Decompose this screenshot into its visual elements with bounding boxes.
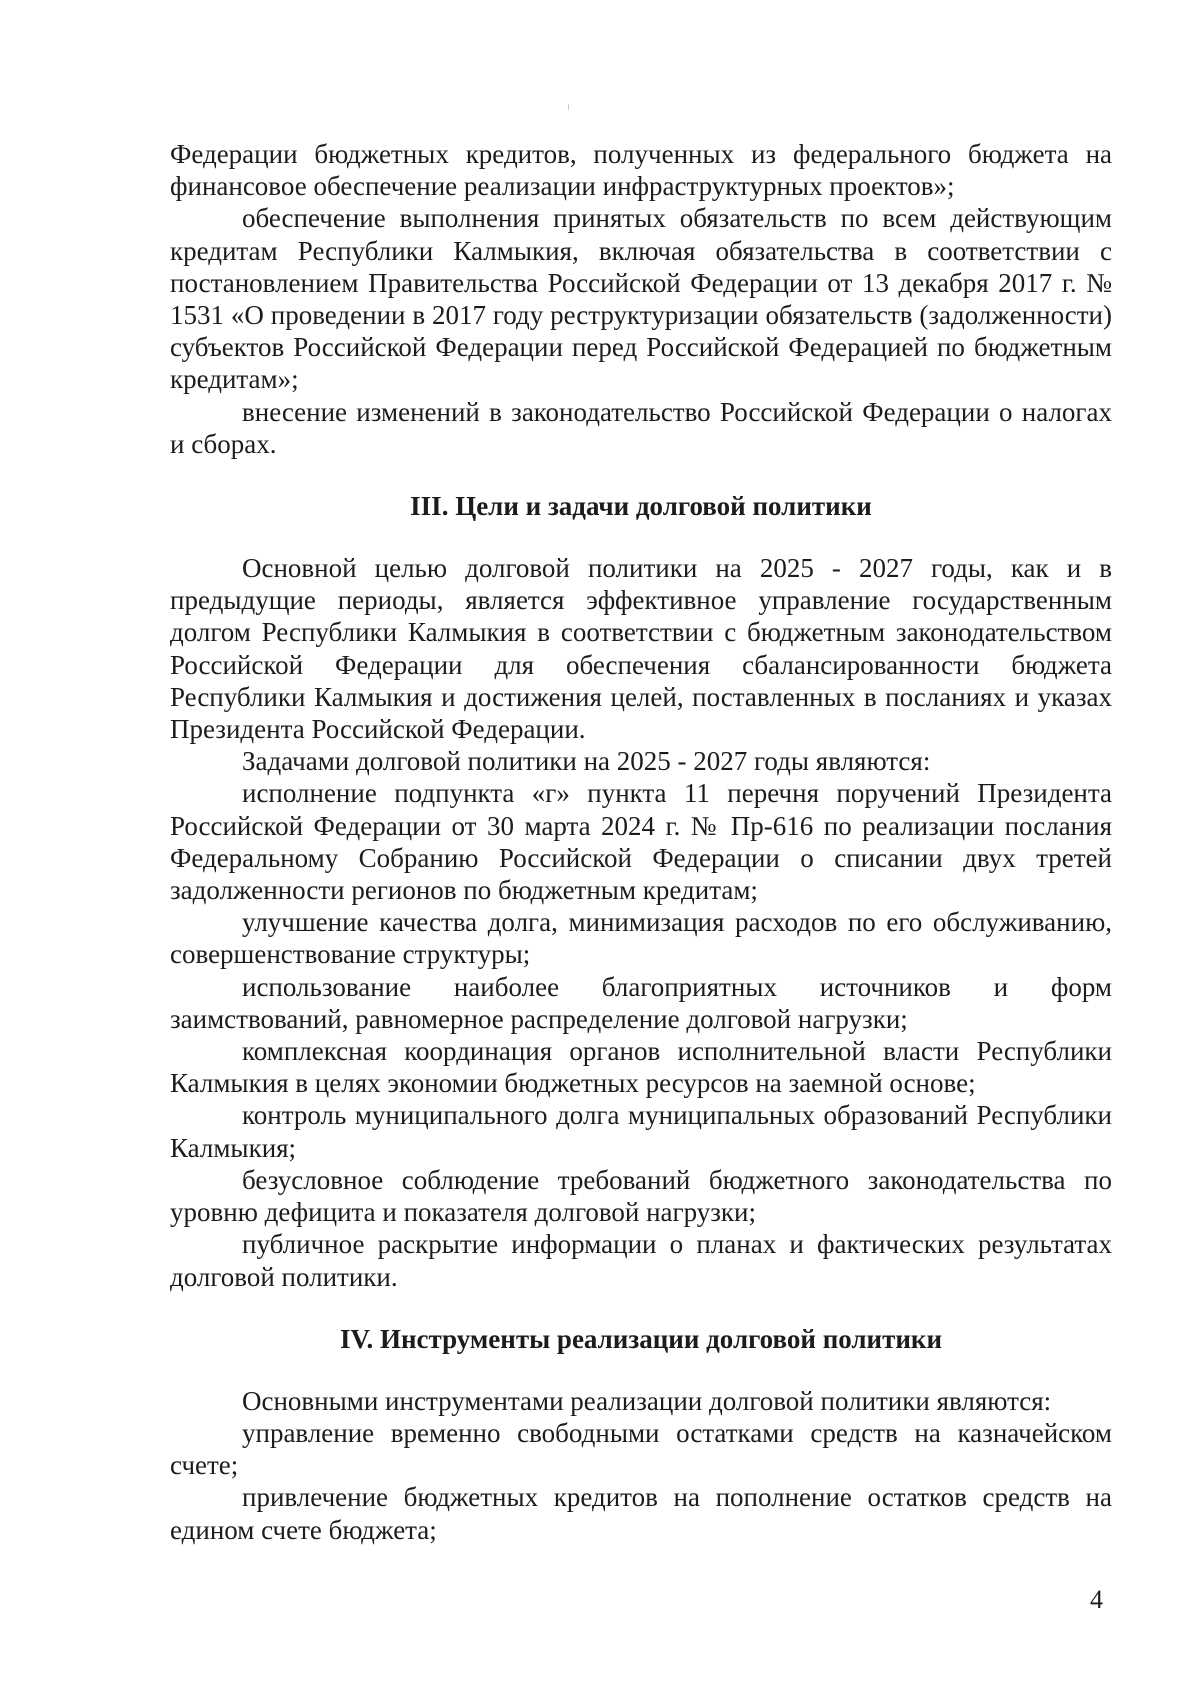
paragraph-continued: Федерации бюджетных кредитов, полученных из федерального бюджета на финансовое обеспечение реализации инфраструктурных проектов»; [170,139,1112,202]
paragraph-main-goal: Основной целью долговой политики на 2025 - 2027 годы, как и в предыдущие периоды, является эффективное управление государственным долгом Республики Калмыкия в соответствии с бюджетным законодательством Российской Федерации для обеспечения сбалансированности бюджета Республики Калмыкия и достижения целей, поставленных в посланиях и указах Президента Российской Федерации. [170,553,1112,745]
list-item-task-7: публичное раскрытие информации о планах и фактических результатах долговой политики. [170,1229,1112,1292]
section-heading-goals: III. Цели и задачи долговой политики [410,491,872,522]
list-item-instrument-2: привлечение бюджетных кредитов на пополнение остатков средств на едином счете бюджета; [170,1482,1112,1545]
paragraph-tax-changes: внесение изменений в законодательство Российской Федерации о налогах и сборах. [170,396,1112,459]
paragraph-tasks-intro: Задачами долговой политики на 2025 - 2027 годы являются: [242,746,931,777]
paragraph-instruments-intro: Основными инструментами реализации долговой политики являются: [242,1385,1052,1416]
section-instruments-body [170,1385,1112,1546]
document-page [170,138,1112,1546]
list-item-task-1: исполнение подпункта «г» пункта 11 перечня поручений Президента Российской Федерации от 30 марта 2024 г. № Пр-616 по реализации послания Федеральному Собранию Российской Федерации о списании двух третей задолженности регионов по бюджетным кредитам; [170,778,1112,906]
list-item-task-5: контроль муниципального долга муниципальных образований Республики Калмыкия; [170,1100,1112,1163]
section-heading-instruments: IV. Инструменты реализации долговой политики [339,1323,943,1354]
list-item-task-6: безусловное соблюдение требований бюджетного законодательства по уровню дефицита и показателя долговой нагрузки; [170,1164,1112,1228]
scan-mark [568,104,569,110]
page-number: 4 [1090,1585,1103,1614]
list-item-instrument-1: управление временно свободными остатками средств на казначейском счете; [170,1417,1112,1481]
list-item-task-2: улучшение качества долга, минимизация расходов по его обслуживанию, совершенствование структуры; [170,907,1112,970]
intro-block [170,138,1112,460]
section-goals-body [170,552,1112,1293]
list-item-task-4: комплексная координация органов исполнительной власти Республики Калмыкия в целях экономии бюджетных ресурсов на заемной основе; [170,1036,1112,1099]
paragraph-obligations: обеспечение выполнения принятых обязательств по всем действующим кредитам Республики Калмыкия, включая обязательства в соответствии с постановлением Правительства Российской Федерации от 13 декабря 2017 г. № 1531 «О проведении в 2017 году реструктуризации обязательств (задолженности) субъектов Российской Федерации перед Российской Федерацией по бюджетным кредитам»; [170,203,1112,395]
list-item-task-3: использование наиболее благоприятных источников и форм заимствований, равномерное распределение долговой нагрузки; [170,971,1112,1034]
